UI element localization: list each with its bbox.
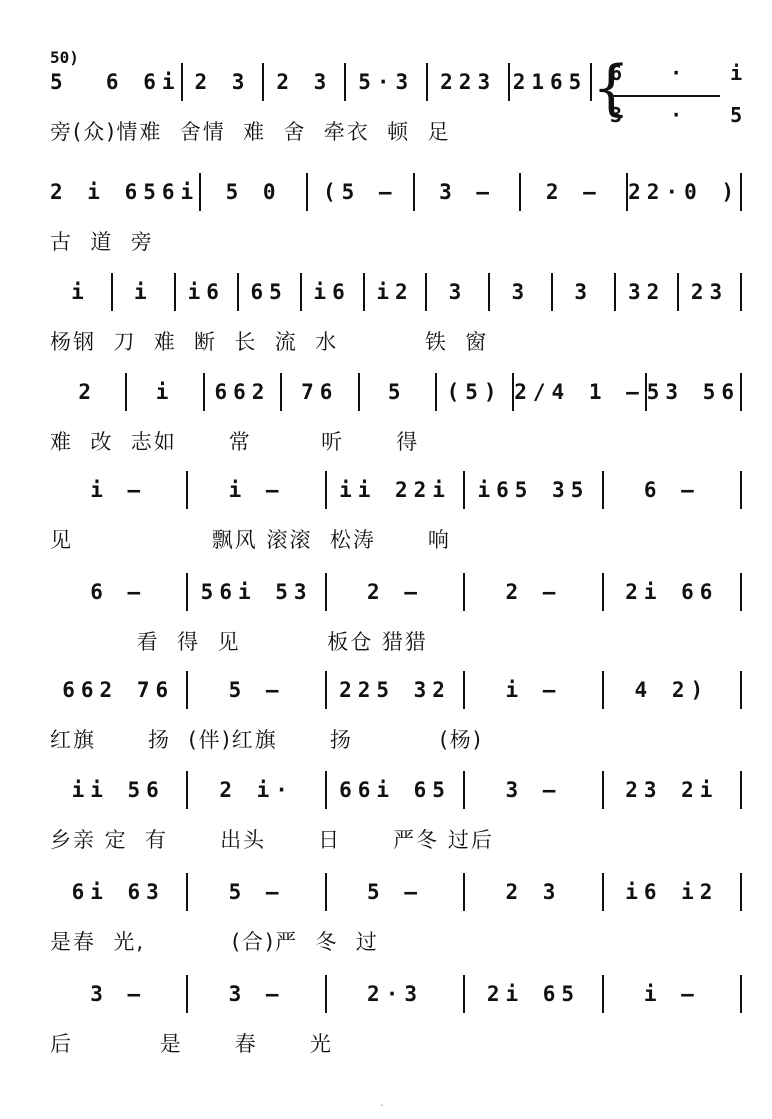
bar-line: [740, 873, 742, 911]
lyrics-line: 见 飘风 滚滚 松涛 响: [50, 528, 451, 552]
measure: 2 —: [545, 180, 602, 204]
measure: 2·3: [367, 982, 423, 1006]
measure: 3 —: [439, 180, 495, 204]
notes-line: [50, 572, 742, 612]
measure: i6 i2: [625, 880, 719, 904]
bar-line: [740, 975, 742, 1013]
measure: 3 —: [228, 982, 285, 1006]
notes-line: [50, 372, 742, 412]
measure: 23: [690, 280, 729, 304]
bar-line: [740, 771, 742, 809]
measure: 2 —: [367, 580, 423, 604]
measure: i —: [643, 982, 700, 1006]
measure: 65: [250, 280, 288, 304]
notes-line: [50, 670, 742, 710]
measure: 2 i·: [219, 778, 294, 802]
measure: 2 —: [505, 580, 562, 604]
lyrics-line: 是春 光, (合)严 冬 过: [50, 930, 379, 954]
score-system: [0, 872, 772, 962]
measure: 5 —: [228, 880, 285, 904]
lyrics-line: 看 得 见 板仓 猎猎: [50, 630, 428, 654]
measure: i6: [187, 280, 225, 304]
lyrics-line: 难 改 志如 常 听 得: [50, 430, 420, 454]
measure: ii 56: [71, 778, 165, 802]
measure: 5 —: [367, 880, 423, 904]
score-system: [0, 62, 772, 152]
score-system: [0, 272, 772, 362]
measure: 5·3: [358, 70, 415, 94]
score-system: [0, 770, 772, 860]
measure: 66i 65: [339, 778, 451, 802]
measure: 223: [440, 70, 497, 94]
measure: 3 —: [90, 982, 147, 1006]
measure: 6i 63: [71, 880, 165, 904]
notes-line: [50, 172, 742, 212]
footer-mark: -: [380, 1100, 384, 1111]
measure: 23 2i: [625, 778, 719, 802]
measure: i: [71, 280, 90, 304]
measure: i: [155, 380, 175, 404]
notes-line: [50, 770, 742, 810]
measure: 662: [214, 380, 271, 404]
bar-line: [740, 671, 742, 709]
measure: i2: [376, 280, 414, 304]
score-system: [0, 172, 772, 262]
measure: i: [134, 280, 153, 304]
measure: 2 3: [505, 880, 562, 904]
measure: 2 3: [276, 70, 333, 94]
lyrics-line: 杨钢 刀 难 断 长 流 水 铁 窗: [50, 330, 489, 354]
measure: i6: [313, 280, 351, 304]
measure: 76: [301, 380, 339, 404]
notes-line: [50, 470, 742, 510]
measure: 32: [627, 280, 666, 304]
notes-line: [50, 974, 742, 1014]
bar-line: [590, 63, 592, 101]
measure: 6 —: [90, 580, 147, 604]
notes-line: [50, 62, 592, 102]
lyrics-line: 红旗 扬 (伴)红旗 扬 (杨): [50, 728, 483, 752]
measure: 22·0 ): [628, 180, 741, 204]
measure: 2165: [512, 70, 588, 94]
harmony-brace: {: [592, 53, 631, 123]
measure: 225 32: [339, 678, 451, 702]
measure: 4 2): [634, 678, 710, 702]
measure: i —: [228, 478, 285, 502]
measure: 3 —: [505, 778, 562, 802]
lyrics-line: 乡亲 定 有 出头 日 严冬 过后: [50, 828, 494, 852]
bar-line: [740, 471, 742, 509]
measure: 6 —: [643, 478, 700, 502]
bar-line: [740, 273, 742, 311]
lyrics-line: 后 是 春 光: [50, 1032, 333, 1056]
bar-line: [740, 373, 742, 411]
measure: 2i 66: [625, 580, 719, 604]
notes-line: [50, 872, 742, 912]
harmony-lower: 3 · 5: [610, 103, 761, 127]
measure: 53 56: [646, 380, 740, 404]
head-mark: 50): [50, 48, 79, 67]
score-system: [0, 470, 772, 560]
lyrics-line: 古 道 旁: [50, 230, 154, 254]
measure: 2/4 1 —: [514, 380, 645, 404]
measure: 2i 65: [486, 982, 581, 1006]
measure: i —: [505, 678, 562, 702]
measure: 3: [574, 280, 594, 304]
measure: ii 22i: [339, 478, 451, 502]
measure: (5 —: [322, 180, 398, 204]
lyrics-line: 旁(众)情难 舍情 难 舍 牵衣 顿 足: [50, 120, 451, 144]
measure: i —: [90, 478, 147, 502]
measure: i65 35: [477, 478, 590, 502]
bar-line: [740, 573, 742, 611]
score-system: [0, 974, 772, 1064]
measure: 2: [78, 380, 98, 404]
measure: (5): [446, 380, 503, 404]
notes-line: [50, 272, 742, 312]
measure: 56i 53: [200, 580, 313, 604]
score-system: [0, 372, 772, 462]
measure: 2 3: [194, 70, 251, 94]
score-system: [0, 670, 772, 760]
harmony-upper: 6 · i: [610, 61, 761, 85]
measure: 5: [387, 380, 407, 404]
bar-line: [740, 173, 742, 211]
measure: 5 0: [225, 180, 282, 204]
measure: 2 i 656i: [50, 180, 200, 204]
measure: 3: [511, 280, 531, 304]
measure: 5 6 6i: [50, 70, 181, 94]
measure: 662 76: [62, 678, 175, 702]
measure: 5 —: [228, 678, 285, 702]
measure: 3: [448, 280, 468, 304]
score-system: [0, 572, 772, 662]
